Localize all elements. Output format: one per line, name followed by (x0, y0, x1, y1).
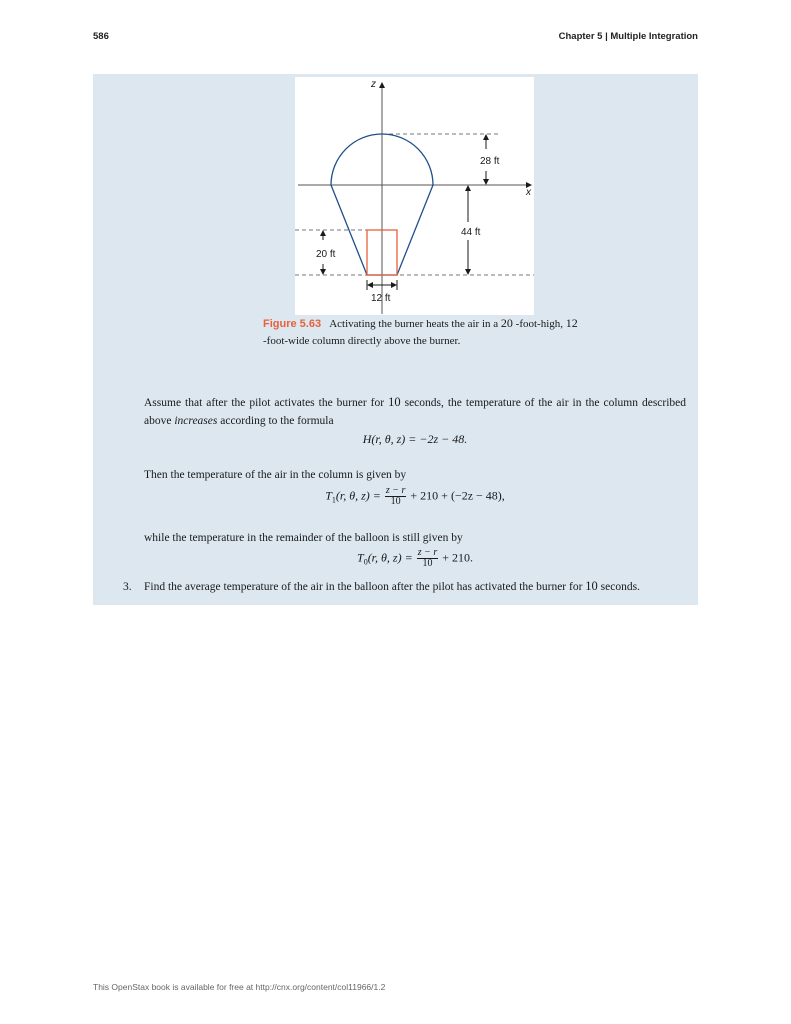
z-axis-label: z (371, 79, 376, 90)
equation-t1-args: (r, θ, z) = (335, 488, 381, 503)
equation-t0 (144, 548, 686, 569)
item-number: 10 (585, 579, 598, 593)
exercise-item-3 (123, 577, 693, 596)
equation-h (144, 432, 686, 447)
caption-number-12: 12 (565, 316, 578, 330)
balloon-diagram (295, 77, 534, 315)
chapter-title: Chapter 5 | Multiple Integration (558, 31, 698, 42)
item-marker: 3. (123, 581, 132, 593)
dim-28-label: 28 ft (480, 156, 500, 167)
figure-label: Figure 5.63 (263, 318, 322, 330)
para1-emphasis: increases (174, 415, 218, 427)
x-axis-label: x (526, 187, 531, 198)
equation-t0-rest: + 210. (442, 550, 473, 565)
dim-44-label: 44 ft (461, 227, 481, 238)
caption-text-1: Activating the burner heats the air in a (329, 318, 499, 330)
caption-number-20: 20 (500, 316, 513, 330)
equation-t1-rest: + 210 + (−2z − 48), (410, 488, 505, 503)
equation-t0-fraction (417, 548, 439, 569)
caption-text-3: -foot-wide column directly above the burner. (263, 335, 461, 347)
equation-t1-subscript: 1 (331, 495, 336, 505)
equation-t1 (144, 486, 686, 507)
page-number: 586 (93, 31, 109, 42)
para1-text-c: according to the formula (220, 415, 334, 427)
equation-t0-symbol: T (357, 550, 364, 565)
equation-t0-args: (r, θ, z) = (367, 550, 413, 565)
para1-text-a: Assume that after the pilot activates the burner for (144, 397, 385, 409)
dim-20-label: 20 ft (316, 249, 336, 260)
equation-t1-numerator: z − r (385, 485, 406, 496)
para1-number: 10 (388, 395, 401, 409)
equation-t1-denominator: 10 (390, 496, 401, 507)
paragraph-then: Then the temperature of the air in the column is given by (144, 469, 407, 481)
dim-12-label: 12 ft (371, 293, 391, 304)
item-text-a: Find the average temperature of the air in the balloon after the pilot has activated the burner for (144, 581, 583, 593)
equation-t0-subscript: 0 (363, 557, 368, 567)
equation-t1-symbol: T (325, 488, 332, 503)
equation-t0-numerator: z − r (417, 547, 438, 558)
caption-text-2: -foot-high, (515, 318, 564, 330)
item-text-b: seconds. (600, 581, 640, 593)
balloon-figure (295, 77, 534, 315)
paragraph-while: while the temperature in the remainder of the balloon is still given by (144, 532, 463, 544)
equation-t0-denominator: 10 (422, 558, 433, 569)
equation-h-text: H(r, θ, z) = −2z − 48. (362, 432, 468, 446)
paragraph-assume (144, 393, 686, 430)
figure-caption (263, 315, 583, 350)
footer-note: This OpenStax book is available for free at http://cnx.org/content/col11966/1.2 (93, 982, 386, 992)
equation-t1-fraction (385, 486, 407, 507)
para1-text-b: seconds, the temperature of the air in the column described above (144, 397, 687, 427)
